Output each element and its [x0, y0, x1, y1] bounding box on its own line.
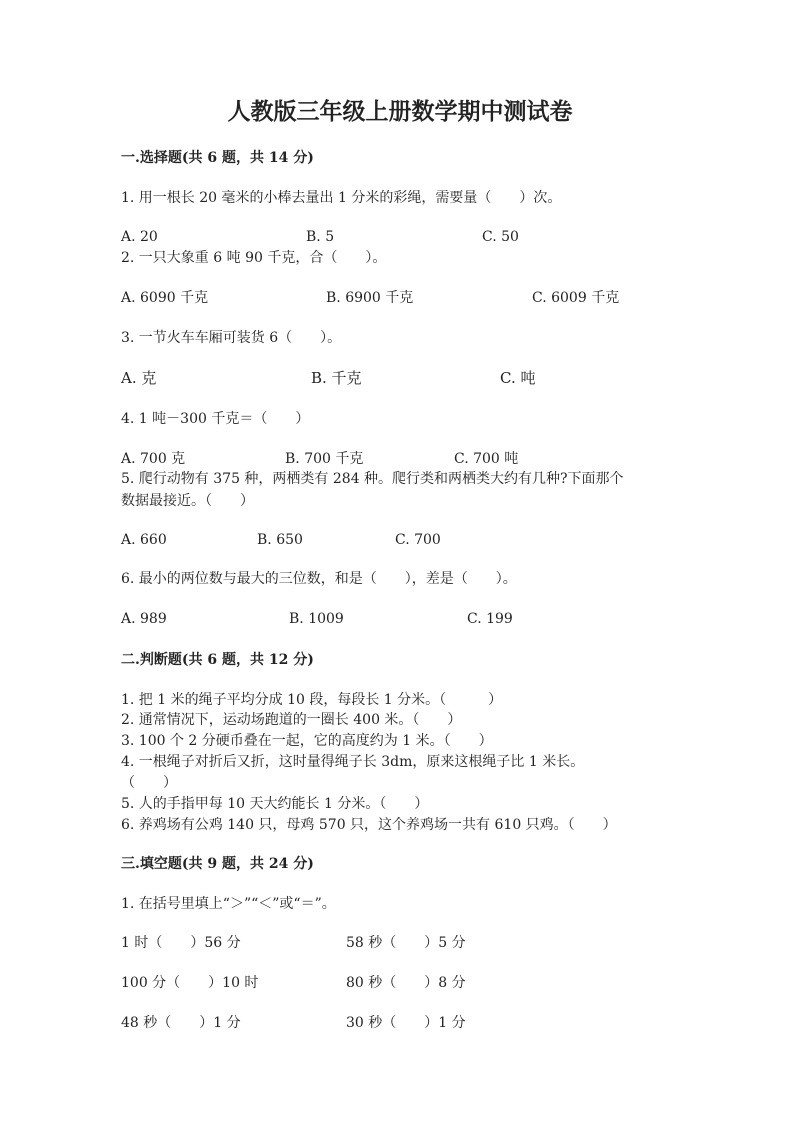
judgement-item-continued: （ ） [121, 775, 177, 791]
question-text: 3. 一节火车车厢可装货 6（ ）。 [121, 330, 342, 346]
option-c: C. 50 [482, 229, 519, 245]
compare-item: 48 秒（ ）1 分 [121, 1015, 241, 1031]
judgement-item: 6. 养鸡场有公鸡 140 只，母鸡 570 只，这个养鸡场一共有 610 只鸡。（ ） [121, 817, 617, 833]
page-title: 人教版三年级上册数学期中测试卷 [227, 98, 573, 125]
option-b: B. 5 [306, 229, 335, 245]
question-text: 6. 最小的两位数与最大的三位数，和是（ ），差是（ ）。 [121, 571, 517, 587]
option-c: C. 700 吨 [454, 451, 519, 467]
compare-item: 58 秒（ ）5 分 [346, 935, 466, 951]
compare-item: 1 时（ ）56 分 [121, 935, 241, 951]
question-text: 1. 在括号里填上“＞”“＜”或“＝”。 [121, 896, 336, 912]
judgement-item: 3. 100 个 2 分硬币叠在一起，它的高度约为 1 米。（ ） [121, 733, 493, 749]
judgement-item: 2. 通常情况下，运动场跑道的一圈长 400 米。（ ） [121, 712, 462, 728]
question-text: 1. 用一根长 20 毫米的小棒去量出 1 分米的彩绳，需要量（ ）次。 [121, 190, 562, 206]
option-c: C. 吨 [500, 369, 536, 387]
option-b: B. 650 [257, 532, 303, 548]
compare-item: 100 分（ ）10 时 [121, 975, 259, 991]
option-a: A. 6090 千克 [121, 290, 209, 306]
compare-item: 30 秒（ ）1 分 [346, 1015, 466, 1031]
judgement-item: 5. 人的手指甲每 10 天大约能长 1 分米。（ ） [121, 796, 429, 812]
question-text-continued: 数据最接近。（ ） [121, 493, 254, 509]
option-b: B. 700 千克 [285, 451, 364, 467]
section-heading-choice: 一.选择题(共 6 题，共 14 分) [121, 150, 314, 166]
option-b: B. 千克 [311, 369, 362, 387]
judgement-item: 4. 一根绳子对折后又折，这时量得绳子长 3dm，原来这根绳子比 1 米长。 [121, 754, 585, 770]
section-heading-judgement: 二.判断题(共 6 题，共 12 分) [121, 652, 314, 668]
option-b: B. 6900 千克 [326, 290, 414, 306]
option-c: C. 700 [395, 532, 441, 548]
option-c: C. 199 [467, 611, 513, 627]
option-b: B. 1009 [289, 611, 344, 627]
option-a: A. 660 [121, 532, 167, 548]
option-c: C. 6009 千克 [532, 290, 620, 306]
judgement-item: 1. 把 1 米的绳子平均分成 10 段，每段长 1 分米。（ ） [121, 692, 503, 708]
option-a: A. 989 [121, 611, 167, 627]
option-a: A. 20 [121, 229, 158, 245]
question-text: 5. 爬行动物有 375 种，两栖类有 284 种。爬行类和两栖类大约有几种?下面那个 [121, 471, 624, 487]
section-heading-fill-blank: 三.填空题(共 9 题，共 24 分) [121, 856, 314, 872]
option-a: A. 克 [121, 369, 157, 387]
compare-item: 80 秒（ ）8 分 [346, 975, 466, 991]
question-text: 2. 一只大象重 6 吨 90 千克，合（ ）。 [121, 250, 387, 266]
option-a: A. 700 克 [121, 451, 186, 467]
question-text: 4. 1 吨－300 千克＝（ ） [121, 411, 310, 427]
